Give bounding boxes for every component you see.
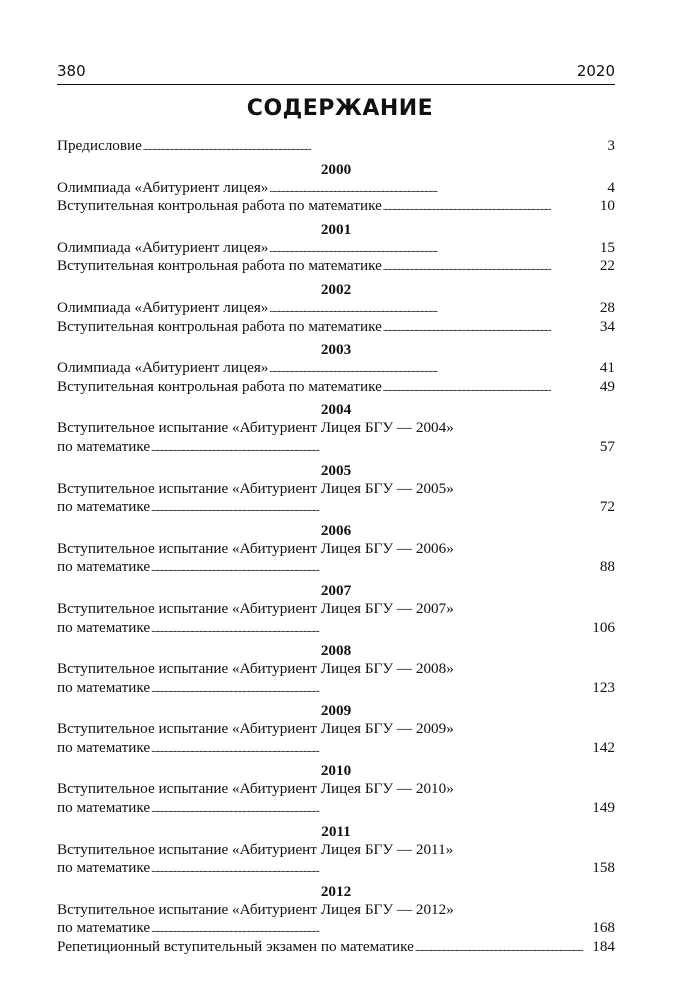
dot-leader — [151, 919, 591, 938]
table-of-contents — [57, 137, 615, 957]
dot-leader — [151, 498, 599, 517]
toc-entry-label: Вступительная контрольная работа по математике — [57, 317, 382, 335]
section-year-heading: 2008 — [320, 642, 352, 660]
toc-entry[interactable] — [57, 799, 615, 818]
toc-entry-title-line: Вступительное испытание «Абитуриент Лицея БГУ — 2006» — [57, 539, 454, 557]
toc-entry[interactable] — [57, 859, 615, 878]
dot-leader — [383, 257, 599, 276]
toc-entry-label: по математике — [57, 618, 151, 636]
dot-leader — [383, 318, 599, 337]
toc-entry-title-line: Вступительное испытание «Абитуриент Лицея БГУ — 2004» — [57, 419, 454, 437]
toc-entry[interactable] — [57, 359, 615, 378]
toc-entry-label: Олимпиада «Абитуриент лицея» — [57, 359, 269, 377]
toc-entry-page: 72 — [599, 498, 615, 516]
section-year-heading: 2005 — [320, 461, 352, 479]
toc-entry-page: 106 — [592, 618, 615, 636]
dot-leader — [151, 679, 591, 698]
toc-entry[interactable] — [57, 197, 615, 216]
toc-entry-title-line: Вступительное испытание «Абитуриент Лицея БГУ — 2012» — [57, 900, 454, 918]
toc-entry-page: 22 — [599, 257, 615, 275]
toc-entry-page: 10 — [599, 197, 615, 215]
toc-entry-page: 34 — [599, 317, 615, 335]
toc-entry-label: Олимпиада «Абитуриент лицея» — [57, 178, 269, 196]
toc-entry-page: 158 — [592, 859, 615, 877]
toc-entry-label: по математике — [57, 558, 151, 576]
page-number: 380 — [57, 62, 86, 80]
page-title: СОДЕРЖАНИЕ — [246, 96, 434, 121]
header-year: 2020 — [576, 62, 615, 80]
section-year-heading: 2006 — [320, 521, 352, 539]
toc-entry-page: 15 — [599, 238, 615, 256]
toc-entry-label: по математике — [57, 738, 151, 756]
toc-entry[interactable] — [57, 498, 615, 517]
toc-entry-label: по математике — [57, 859, 151, 877]
section-year-heading: 2004 — [320, 401, 352, 419]
toc-entry-page: 4 — [607, 178, 615, 196]
dot-leader — [269, 299, 598, 318]
toc-entry[interactable] — [57, 257, 615, 276]
toc-entry-title-line: Вступительное испытание «Абитуриент Лицея БГУ — 2008» — [57, 660, 454, 678]
toc-entry[interactable] — [57, 739, 615, 758]
section-year-heading: 2003 — [320, 341, 352, 359]
toc-entry-page: 41 — [599, 359, 615, 377]
section-year-heading: 2002 — [320, 280, 352, 298]
toc-entry-page: 184 — [592, 938, 615, 956]
section-year-heading: 2010 — [320, 762, 352, 780]
section-year-heading: 2012 — [320, 882, 352, 900]
toc-entry-label: по математике — [57, 498, 151, 516]
dot-leader — [151, 558, 599, 577]
dot-leader — [151, 739, 591, 758]
toc-entry-page: 149 — [592, 799, 615, 817]
toc-entry-page: 49 — [599, 377, 615, 395]
toc-entry[interactable] — [57, 619, 615, 638]
dot-leader — [415, 938, 591, 957]
toc-entry-label: Вступительная контрольная работа по математике — [57, 197, 382, 215]
toc-entry-label: по математике — [57, 919, 151, 937]
toc-entry-title-line: Вступительное испытание «Абитуриент Лицея БГУ — 2005» — [57, 479, 454, 497]
section-year-heading: 2009 — [320, 702, 352, 720]
toc-entry-page: 3 — [607, 137, 615, 154]
dot-leader — [151, 799, 591, 818]
dot-leader — [383, 378, 599, 397]
toc-entry-preface[interactable] — [57, 137, 615, 156]
toc-entry-title-line: Вступительное испытание «Абитуриент Лицея БГУ — 2010» — [57, 780, 454, 798]
toc-entry-title-line: Вступительное испытание «Абитуриент Лицея БГУ — 2007» — [57, 599, 454, 617]
toc-entry-label: Предисловие — [57, 137, 142, 154]
toc-entry[interactable] — [57, 299, 615, 318]
toc-entry-label: Вступительная контрольная работа по математике — [57, 257, 382, 275]
toc-entry-title-line: Вступительное испытание «Абитуриент Лицея БГУ — 2009» — [57, 720, 454, 738]
toc-entry-page: 123 — [592, 678, 615, 696]
dot-leader — [151, 859, 591, 878]
toc-entry[interactable] — [57, 318, 615, 337]
toc-entry[interactable] — [57, 179, 615, 198]
toc-entry-label: по математике — [57, 437, 151, 455]
toc-entry[interactable] — [57, 378, 615, 397]
running-head — [57, 62, 615, 85]
toc-entry-page: 88 — [599, 558, 615, 576]
dot-leader — [143, 137, 606, 156]
toc-sections — [57, 161, 615, 957]
toc-entry-label: Олимпиада «Абитуриент лицея» — [57, 238, 269, 256]
toc-entry-title-line: Вступительное испытание «Абитуриент Лицея БГУ — 2011» — [57, 840, 454, 858]
section-year-heading: 2007 — [320, 581, 352, 599]
toc-entry-label: Олимпиада «Абитуриент лицея» — [57, 298, 269, 316]
toc-entry[interactable] — [57, 938, 615, 957]
dot-leader — [383, 197, 599, 216]
toc-entry-page: 28 — [599, 298, 615, 316]
toc-entry[interactable] — [57, 239, 615, 258]
dot-leader — [151, 438, 599, 457]
toc-entry-label: Вступительная контрольная работа по математике — [57, 377, 382, 395]
toc-entry-page: 57 — [599, 437, 615, 455]
toc-entry[interactable] — [57, 558, 615, 577]
toc-entry-page: 142 — [592, 738, 615, 756]
toc-entry-label: по математике — [57, 799, 151, 817]
toc-entry-label: по математике — [57, 678, 151, 696]
section-year-heading: 2011 — [321, 822, 351, 840]
toc-entry-label: Репетиционный вступительный экзамен по математике — [57, 938, 414, 956]
dot-leader — [269, 239, 598, 258]
toc-entry[interactable] — [57, 919, 615, 938]
toc-entry-page: 168 — [592, 919, 615, 937]
toc-entry[interactable] — [57, 438, 615, 457]
dot-leader — [269, 179, 606, 198]
section-year-heading: 2001 — [320, 220, 352, 238]
dot-leader — [151, 619, 591, 638]
section-year-heading: 2000 — [320, 160, 352, 178]
dot-leader — [269, 359, 598, 378]
toc-entry[interactable] — [57, 679, 615, 698]
